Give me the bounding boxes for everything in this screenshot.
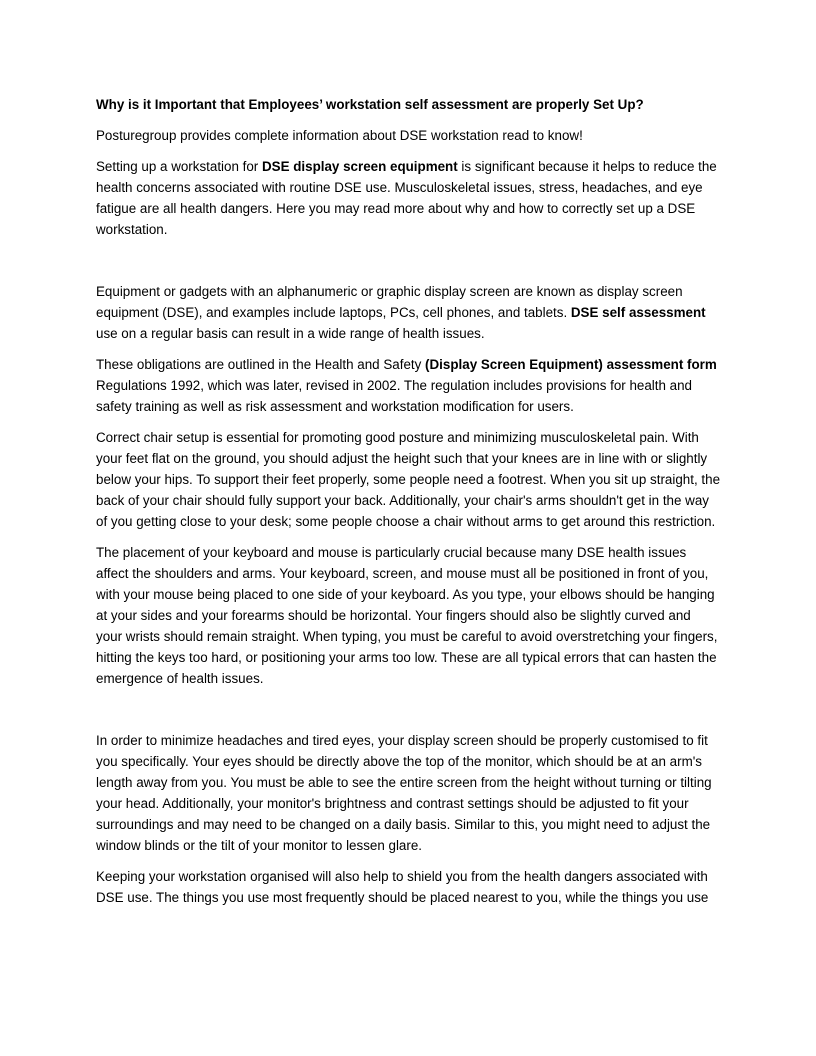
paragraph-text: Regulations 1992, which was later, revised in 2002. The regulation includes provisions for health and safety training as well as risk assessment and workstation modification for users. — [96, 378, 693, 414]
dse-self-assessment-link-text: DSE self assessment — [570, 305, 706, 320]
intro-paragraph: Posturegroup provides complete information about DSE workstation read to know! — [96, 128, 583, 143]
paragraph-text: Setting up a workstation for — [96, 159, 262, 174]
paragraph-text: is significant because it helps to reduce the health concerns associated with routine DSE use. Musculoskeletal issues, stress, headaches, and eye fatigue are all health dangers. Here you may read more about why and how to correctly set up a DSE workstation. — [96, 159, 717, 237]
blank-line — [96, 250, 720, 281]
assessment-form-link-text: (Display Screen Equipment) assessment form — [425, 357, 717, 372]
paragraph-display-screen: In order to minimize headaches and tired eyes, your display screen should be properly customised to fit you specifically. Your eyes should be directly above the top of the monitor, which should be at an arm's length away from you. You must be able to see the entire screen from the height without turning or tilting your head. Additionally, your monitor's brightness and contrast settings should be adjusted to fit your surroundings and may need to be changed on a daily basis. Similar to this, you might need to adjust the window blinds or the tilt of your monitor to lessen glare. — [96, 733, 712, 853]
dse-display-screen-equipment-link-text: DSE display screen equipment — [261, 159, 458, 174]
blank-line — [96, 699, 720, 730]
paragraph-regulations — [96, 354, 720, 417]
document-page — [96, 94, 720, 918]
paragraph-text: use on a regular basis can result in a wide range of health issues. — [96, 326, 485, 341]
document-title: Why is it Important that Employees’ workstation self assessment are properly Set Up? — [96, 97, 644, 112]
paragraph-organisation: Keeping your workstation organised will also help to shield you from the health dangers associated with DSE use. The things you use most frequently should be placed nearest to you, while the things you use — [96, 869, 709, 905]
paragraph-equipment-definition — [96, 281, 720, 344]
paragraph-keyboard-mouse: The placement of your keyboard and mouse is particularly crucial because many DSE health issues affect the shoulders and arms. Your keyboard, screen, and mouse must all be positioned in front of you, with your mouse being placed to one side of your keyboard. As you type, your elbows should be hanging at your sides and your forearms should be horizontal. Your fingers should also be slightly curved and your wrists should remain straight. When typing, you must be careful to avoid overstretching your fingers, hitting the keys too hard, or positioning your arms too low. These are all typical errors that can hasten the emergence of health issues. — [96, 545, 718, 686]
paragraph-text: Equipment or gadgets with an alphanumeric or graphic display screen are known as display screen equipment (DSE), and examples include laptops, PCs, cell phones, and tablets. — [96, 284, 683, 320]
paragraph-text: These obligations are outlined in the Health and Safety — [96, 357, 426, 372]
paragraph-workstation-setup — [96, 156, 720, 240]
paragraph-chair-setup: Correct chair setup is essential for promoting good posture and minimizing musculoskeletal pain. With your feet flat on the ground, you should adjust the height such that your knees are in line with or slightly below your hips. To support their feet properly, some people need a footrest. When you sit up straight, the back of your chair should fully support your back. Additionally, your chair's arms shouldn't get in the way of you getting close to your desk; some people choose a chair without arms to get around this restriction. — [96, 430, 721, 529]
